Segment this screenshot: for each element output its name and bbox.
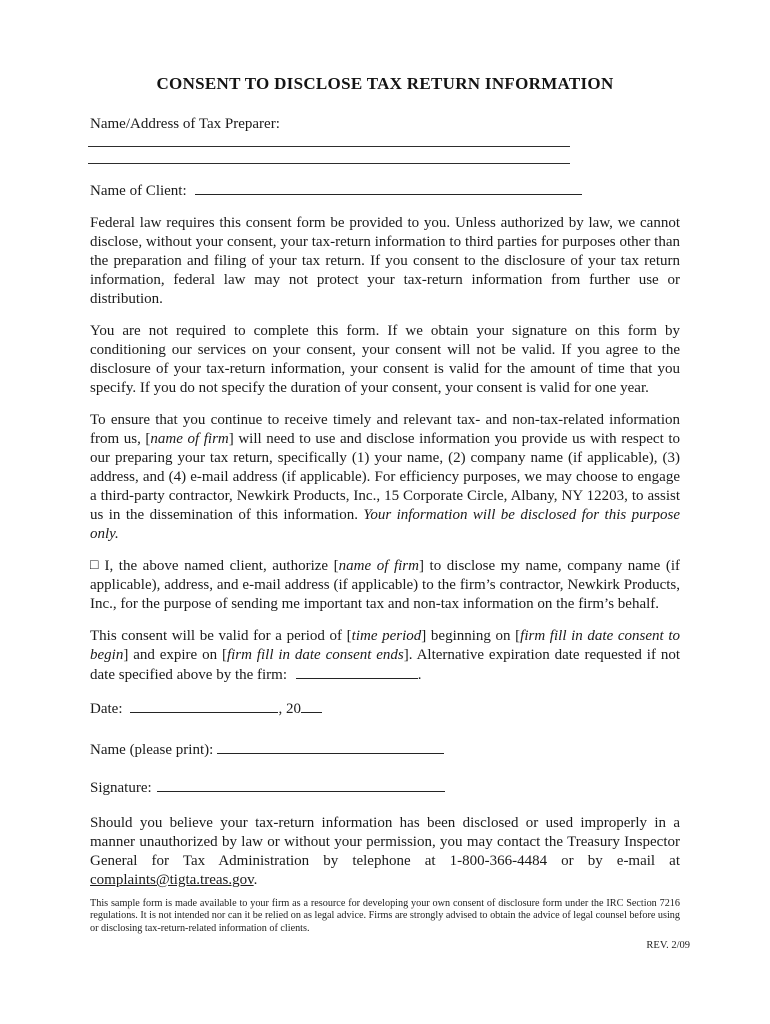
preparer-field-line-1[interactable] — [88, 146, 570, 147]
signature-row — [90, 778, 680, 798]
paragraph-consent-clause — [90, 557, 680, 614]
disclaimer-text: This sample form is made available to your firm as a resource for developing your own consent of disclosure form under the IRC Section 7216 regulations. It is not intended nor can it be relied on as legal advice. Firms are strongly advised to obtain the advice of legal counsel before using or disclosing tax-return-related information of clients. — [90, 898, 680, 934]
consent-checkbox[interactable]: □ — [90, 558, 99, 573]
client-row — [90, 181, 680, 201]
validity-period-end: . — [417, 667, 422, 683]
consent-clause-text: I, the above named client, authorize [name of firm] to disclose my name, company name (if applicable), address, and e-mail address (if applicable) to the firm’s contractor, Newkirk Products, Inc., for the purpose of sending me important tax and non-tax information on the firm’s behalf. — [90, 558, 680, 612]
signature-label: Signature: — [90, 780, 152, 796]
alternative-expiration-date-field[interactable] — [296, 665, 418, 679]
date-label: Date: — [90, 701, 123, 717]
date-year-prefix: , 20 — [278, 701, 301, 717]
paragraph-federal-law: Federal law requires this consent form be provided to you. Unless authorized by law, we cannot disclose, without your consent, your tax-return information to third parties for purposes other than the preparation and filing of your tax return. If you consent to the disclosure of your tax return information, federal law may not protect your tax-return information from further use or distribution. — [90, 215, 680, 307]
paragraph-complaint-contact: Should you believe your tax-return information has been disclosed or used improperly in a manner unauthorized by law or without your permission, you may contact the Treasury Inspector General for Tax Administration by telephone at 1-800-366-4484 or by e-mail at complaints@tigta.treas.gov. — [90, 815, 680, 888]
name-row — [90, 740, 680, 760]
name-label: Name (please print): — [90, 742, 214, 758]
validity-period-text: This consent will be valid for a period of [time period] beginning on [firm fill in date consent to begin] and expire on [firm fill in date consent ends]. Alternative expiration date requested if not date specified above by the firm: — [90, 628, 681, 683]
date-year-field[interactable] — [301, 699, 322, 713]
printed-name-field[interactable] — [217, 740, 444, 754]
client-name-field[interactable] — [195, 181, 582, 195]
page-title: CONSENT TO DISCLOSE TAX RETURN INFORMATION — [156, 74, 614, 93]
date-row — [90, 699, 680, 719]
preparer-label: Name/Address of Tax Preparer: — [90, 116, 280, 132]
signature-field[interactable] — [157, 778, 445, 792]
paragraph-not-required: You are not required to complete this form. If we obtain your signature on this form by conditioning our services on your consent, your consent will not be valid. If you agree to the disclosure of your tax-return information, your consent is valid for the amount of time that you specify. If you do not specify the duration of your consent, your consent is valid for one year. — [90, 323, 680, 396]
client-label: Name of Client: — [90, 183, 187, 199]
date-field[interactable] — [130, 699, 278, 713]
paragraph-disclosure-purpose: To ensure that you continue to receive timely and relevant tax- and non-tax-related information from us, [name of firm] will need to use and disclose information you provide us with respect to our preparing your tax return, specifically (1) your name, (2) company name (if applicable), (3) address, and (4) e-mail address (if applicable). For efficiency purposes, we may choose to engage a third-party contractor, Newkirk Products, Inc., 15 Corporate Circle, Albany, NY 12203, to assist us in the dissemination of this information. Your information will be disclosed for this purpose only. — [90, 412, 680, 542]
paragraph-validity-period — [90, 627, 680, 685]
preparer-field-line-2[interactable] — [88, 163, 570, 164]
revision-label: REV. 2/09 — [646, 940, 690, 952]
